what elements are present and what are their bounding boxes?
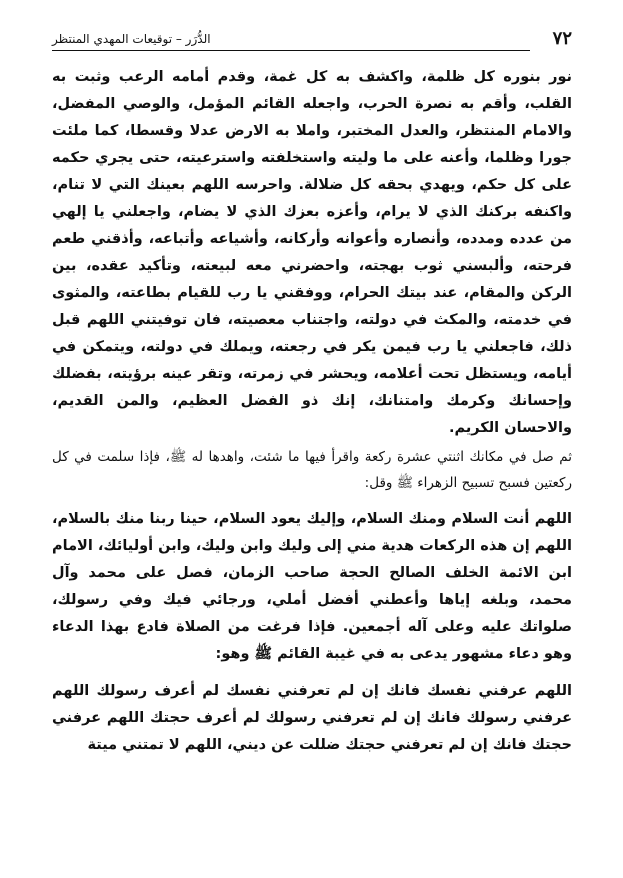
- page-number: ٧٢: [552, 28, 572, 49]
- supplication-paragraph-3: اللهم عرفني نفسك فانك إن لم تعرفني نفسك لم أعرف رسولك اللهم عرفني رسولك فانك إن لم تعرفني رسولك لم أعرف حجتك اللهم عرفني حجتك فانك إن لم تعرفني حجتك ضللت عن ديني، اللهم لا تمتني ميتة: [52, 683, 572, 753]
- header-rule: [52, 50, 530, 51]
- supplication-paragraph-2: اللهم أنت السلام ومنك السلام، وإليك يعود السلام، حينا ربنا منك بالسلام، اللهم إن هذه الركعات هدية مني إلى وليك وابن وليك، وابن أوليائك، الامام ابن الائمة الخلف الصالح الحجة صاحب الزمان، فصل على محمد وآل محمد، وبلغه إياها وأعطني أفضل أملي، ورجائي فيك وفي رسولك، صلواتك عليه وعلى آله أجمعين. فإذا فرغت من الصلاة فادع بهذا الدعاء وهو دعاء مشهور يدعى به في غيبة القائم ﷺ وهو:: [52, 511, 572, 662]
- page-header: [52, 28, 572, 58]
- running-title: الدُّرَر – توقيعات المهدي المنتظر: [52, 32, 211, 46]
- instruction-paragraph: ثم صل في مكانك اثنتي عشرة ركعة واقرأ فيها ما شئت، واهدها له ﷺ، فإذا سلمت في كل ركعتين فسبح تسبيح الزهراء ﷺ وقل:: [52, 449, 572, 491]
- page-body: [52, 64, 572, 759]
- supplication-paragraph-1: نور بنوره كل ظلمة، واكشف به كل غمة، وقدم أمامه الرعب وثبت به القلب، وأقم به نصرة الحرب، واجعله القائم المؤمل، والوصي المفضل، والامام المنتظر، والعدل المختبر، واملا به الارض عدلا وقسطا، كما ملئت جورا وظلما، وأعنه على ما وليته واستخلفته واسترعيته، حتى يجري حكمه على كل حكم، ويهدي بحقه كل ضلالة. واحرسه اللهم بعينك التي لا تنام، واكنفه بركنك الذي لا يرام، وأعزه بعزك الذي لا يضام، واجعلني يا إلهي من عدده ومدده، وأنصاره وأعوانه وأركانه، وأشياعه وأتباعه، وأذقني طعم فرحته، وألبسني ثوب بهجته، واحضرني معه لبيعته، وتأكيد عقده، بين الركن والمقام، عند بيتك الحرام، ووفقني يا رب للقيام بطاعته، والمثوى في خدمته، والمكث في دولته، واجتناب معصيته، فان توفيتني اللهم قبل ذلك، فاجعلني يا رب فيمن يكر في رجعته، ويملك في دولته، ويتمكن في أيامه، ويستظل تحت أعلامه، ويحشر في زمرته، وتقر عينه برؤيته، بفضلك وإحسانك وكرمك وامتنانك، إنك ذو الفضل العظيم، والمن القديم، والاحسان الكريم.: [52, 69, 572, 436]
